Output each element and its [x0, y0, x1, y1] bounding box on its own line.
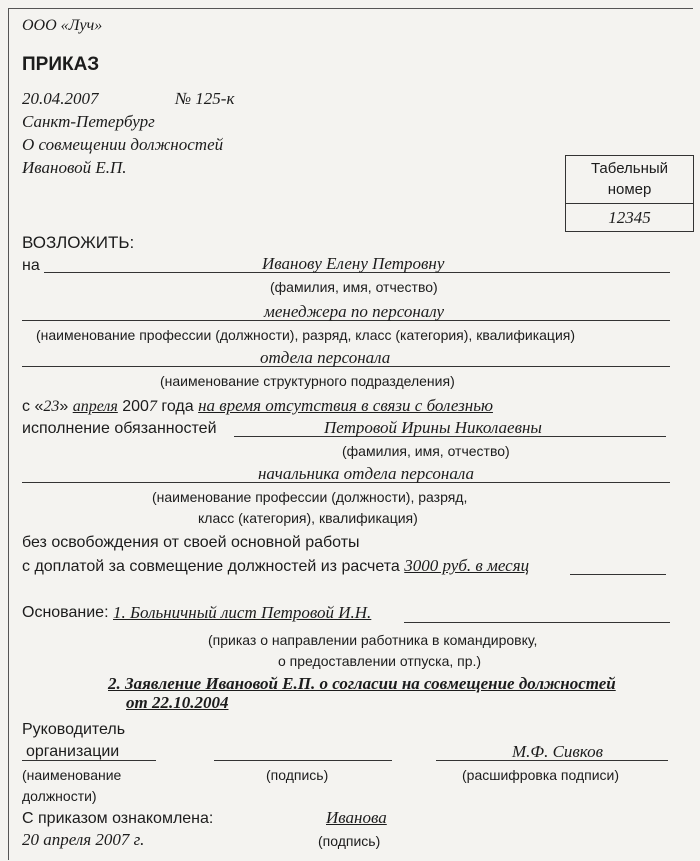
personnel-number-box — [565, 155, 694, 232]
na-label: на — [22, 257, 40, 274]
subject-line-2: Ивановой Е.П. — [22, 158, 127, 177]
caption-position-line-2: должности) — [22, 788, 97, 804]
basis-item-1-line — [404, 622, 670, 623]
date-prefix: с « — [22, 398, 44, 415]
date-month: апреля — [72, 398, 118, 415]
caption-profession-2-line-1: (наименование профессии (должности), разряд, — [152, 489, 468, 505]
acknowledged-date: 20 апреля 2007 г. — [22, 830, 145, 849]
duties-label: исполнение обязанностей — [22, 420, 217, 437]
organization-name: ООО «Луч» — [22, 17, 103, 34]
payment-line-rule — [570, 574, 666, 575]
acknowledged-label: С приказом ознакомлена: — [22, 810, 214, 827]
date-day: 23 — [43, 398, 60, 415]
personnel-number-header — [566, 156, 693, 204]
head-position-line — [22, 760, 156, 761]
caption-fio: (фамилия, имя, отчество) — [270, 279, 438, 295]
caption-profession-2-line-2: класс (категория), квалификация) — [198, 510, 418, 526]
basis-item-2-line-2: от 22.10.2004 — [126, 693, 229, 712]
head-title-line-1: Руководитель — [22, 721, 126, 738]
payment-label: с доплатой за совмещение должностей из расчета — [22, 558, 405, 575]
date-and-reason-line — [22, 396, 493, 417]
city: Санкт-Петербург — [22, 112, 155, 131]
order-date: 20.04.2007 — [22, 89, 99, 108]
basis-caption-line-2: о предоставлении отпуска, пр.) — [278, 653, 482, 669]
order-number: № 125-к — [175, 89, 235, 108]
employee-department: отдела персонала — [260, 348, 391, 367]
date-year-suffix: 7 — [148, 398, 157, 415]
employee-position: менеджера по персоналу — [264, 302, 445, 321]
employee-name: Иванову Елену Петровну — [262, 254, 445, 273]
date-mid: » — [59, 398, 73, 415]
document-type-title: ПРИКАЗ — [22, 54, 100, 75]
caption-ack-signature: (подпись) — [318, 833, 381, 849]
no-release-text: без освобождения от своей основной работы — [22, 534, 360, 551]
basis-item-2-line-1: 2. Заявление Ивановой Е.П. о согласии на совмещение должностей — [108, 674, 616, 693]
date-suffix: года — [156, 398, 199, 415]
caption-position-line-1: (наименование — [22, 767, 122, 783]
absence-reason: на время отсутствия в связи с болезнью — [198, 396, 493, 415]
assign-heading: ВОЗЛОЖИТЬ: — [22, 233, 135, 252]
head-title-line-2: организации — [26, 743, 120, 760]
personnel-number-header-line1: Табельный — [590, 160, 669, 177]
payment-line — [22, 556, 529, 577]
absent-employee-position: начальника отдела персонала — [258, 464, 474, 483]
basis-item-1: 1. Больничный лист Петровой И.Н. — [113, 603, 372, 622]
caption-profession: (наименование профессии (должности), разряд, класс (категория), квалификация) — [36, 327, 576, 343]
basis-caption-line-1: (приказ о направлении работника в командировку, — [208, 632, 538, 648]
caption-signature-decode: (расшифровка подписи) — [462, 767, 620, 783]
caption-signature: (подпись) — [266, 767, 329, 783]
caption-department: (наименование структурного подразделения) — [160, 373, 455, 389]
payment-value: 3000 руб. в месяц — [404, 556, 530, 575]
caption-fio-2: (фамилия, имя, отчество) — [342, 443, 510, 459]
subject-line-1: О совмещении должностей — [22, 135, 224, 154]
basis-label: Основание: — [22, 604, 109, 621]
acknowledged-signature: Иванова — [326, 808, 387, 827]
personnel-number-header-line2: номер — [607, 181, 652, 198]
signer-name: М.Ф. Сивков — [512, 742, 603, 761]
head-signature-line — [214, 760, 392, 761]
absent-employee-name: Петровой Ирины Николаевны — [324, 418, 542, 437]
personnel-number-value: 12345 — [608, 208, 651, 227]
date-year-prefix: 200 — [117, 398, 149, 415]
